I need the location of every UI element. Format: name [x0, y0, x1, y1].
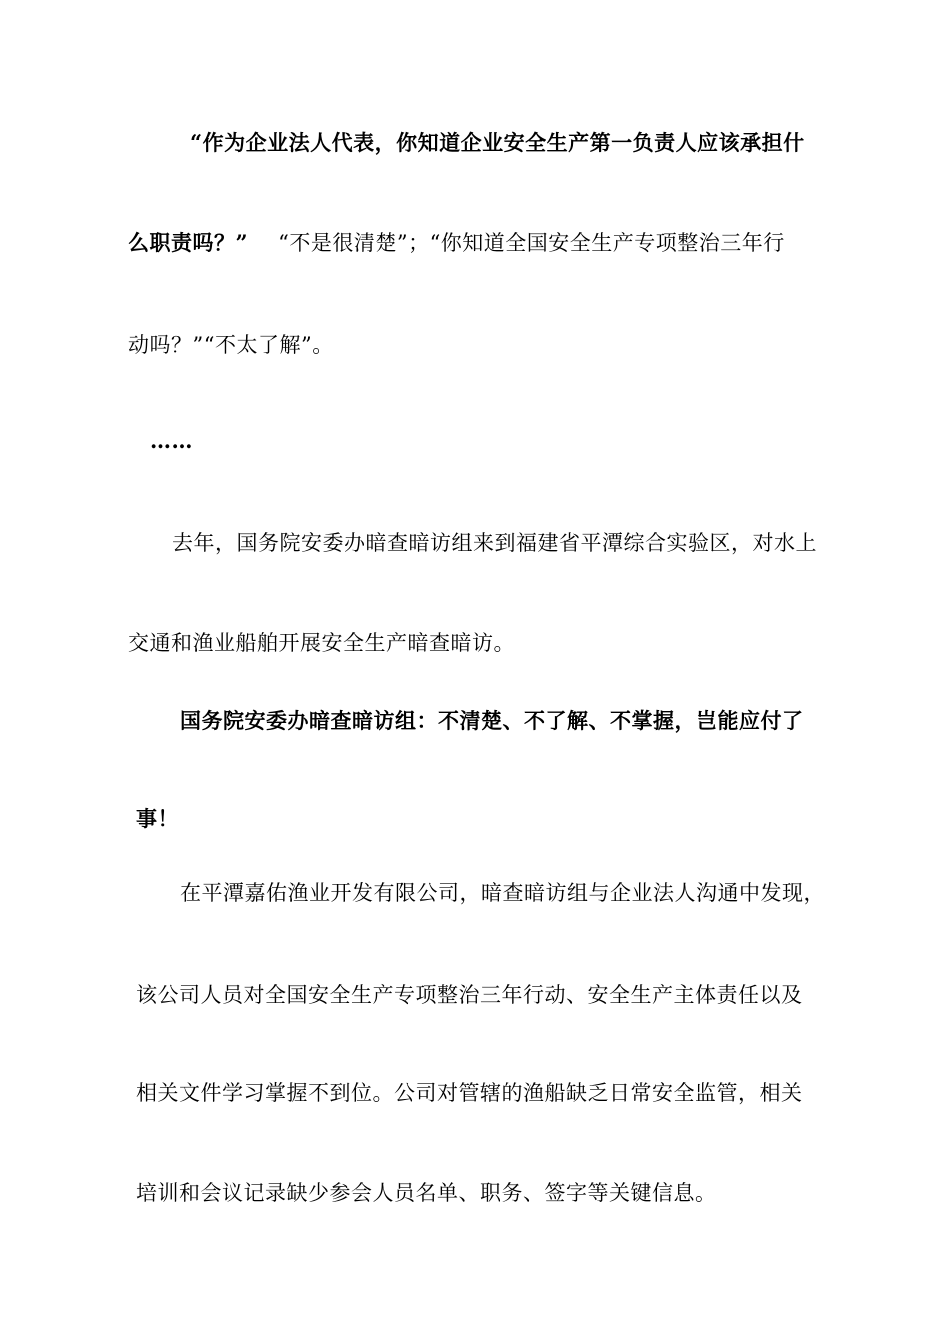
paragraph-2-line-1: 去年，国务院安委办暗查暗访组来到福建省平潭综合实验区，对水上 [172, 531, 817, 555]
question-line-1: “作为企业法人代表，你知道企业安全生产第一负责人应该承担什 [190, 130, 805, 155]
heading-line-2: 事！ [136, 806, 179, 831]
answer-line-2: 动吗？”“不太了解”。 [128, 333, 334, 357]
paragraph-2-line-2: 交通和渔业船舶开展安全生产暗查暗访。 [128, 631, 515, 655]
paragraph-3-line-4: 培训和会议记录缺少参会人员名单、职务、签字等关键信息。 [136, 1181, 717, 1205]
heading-line-1: 国务院安委办暗查暗访组：不清楚、不了解、不掌握，岂能应付了 [180, 708, 804, 733]
ellipsis: …… [150, 428, 193, 453]
paragraph-3-line-2: 该公司人员对全国安全生产专项整治三年行动、安全生产主体责任以及 [136, 983, 803, 1007]
question-answer-line [128, 228, 785, 258]
paragraph-3-line-1: 在平潭嘉佑渔业开发有限公司，暗查暗访组与企业法人沟通中发现， [180, 881, 825, 905]
answer-and-second-question: “不是很清楚”；“你知道全国安全生产专项整治三年行 [278, 231, 785, 255]
question-line-2: 么职责吗？” [128, 230, 249, 255]
paragraph-3-line-3: 相关文件学习掌握不到位。公司对管辖的渔船缺乏日常安全监管，相关 [136, 1081, 803, 1105]
